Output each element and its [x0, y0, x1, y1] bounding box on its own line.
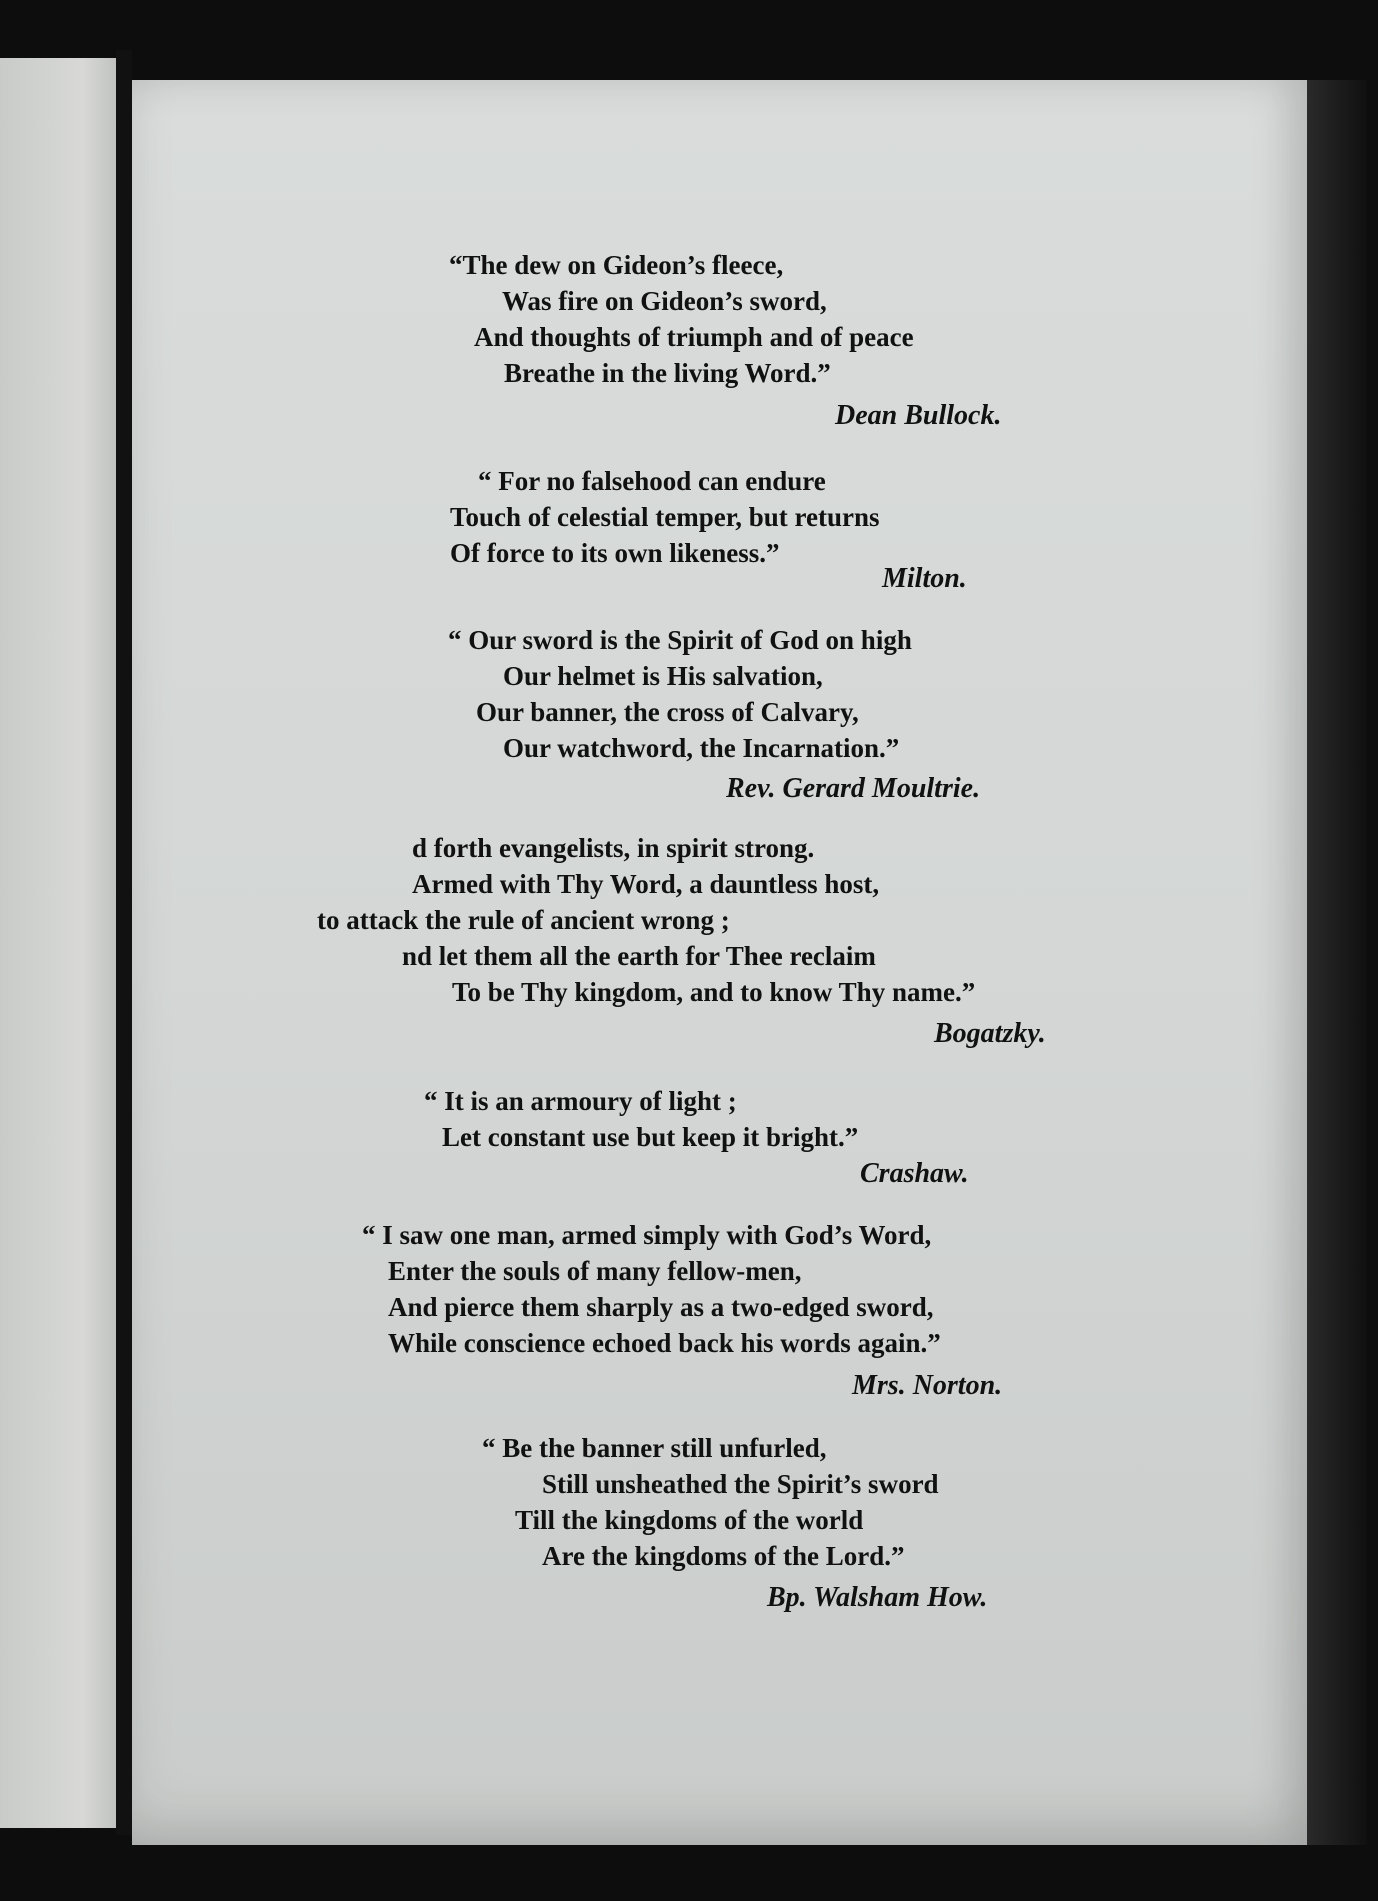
poem-line: nd let them all the earth for Thee reclaim	[402, 941, 876, 971]
poem-crashaw	[424, 1083, 858, 1155]
poem-dean-bullock	[449, 247, 914, 391]
attribution: Crashaw.	[860, 1158, 969, 1189]
poem-line: Are the kingdoms of the Lord.”	[542, 1541, 905, 1571]
attribution: Dean Bullock.	[835, 400, 1002, 431]
poem-moultrie	[448, 622, 912, 766]
poem-line: Breathe in the living Word.”	[504, 358, 831, 388]
attribution: Bp. Walsham How.	[767, 1582, 988, 1613]
left-page-edge	[0, 58, 118, 1828]
poem-line: And pierce them sharply as a two-edged sword,	[388, 1292, 934, 1322]
poem-walsham-how	[482, 1430, 939, 1574]
poem-line: Our watchword, the Incarnation.”	[503, 733, 900, 763]
poem-line: “ It is an armoury of light ;	[424, 1086, 737, 1116]
poem-line: “The dew on Gideon’s fleece,	[449, 250, 784, 280]
poem-milton	[450, 463, 879, 571]
poem-line: Enter the souls of many fellow-men,	[388, 1256, 802, 1286]
poem-line: To be Thy kingdom, and to know Thy name.”	[452, 977, 976, 1007]
poem-line: Our banner, the cross of Calvary,	[476, 697, 859, 727]
poem-norton	[362, 1217, 941, 1361]
poem-line: “ For no falsehood can endure	[478, 466, 826, 496]
poem-line: Of force to its own likeness.”	[450, 538, 780, 568]
poem-line: to attack the rule of ancient wrong ;	[317, 905, 730, 935]
poem-line: And thoughts of triumph and of peace	[474, 322, 914, 352]
attribution: Milton.	[882, 563, 967, 594]
poem-line: “ I saw one man, armed simply with God’s Word,	[362, 1220, 932, 1250]
poem-line: Our helmet is His salvation,	[503, 661, 823, 691]
poem-line: “ Our sword is the Spirit of God on high	[448, 625, 912, 655]
poem-line: Armed with Thy Word, a dauntless host,	[412, 869, 880, 899]
poem-line: Let constant use but keep it bright.”	[442, 1122, 859, 1152]
poem-line: Still unsheathed the Spirit’s sword	[542, 1469, 939, 1499]
poem-bogatzky	[317, 830, 976, 1010]
book-spine	[116, 50, 132, 1835]
right-page-edge	[1307, 80, 1367, 1845]
poem-line: “ Be the banner still unfurled,	[482, 1433, 827, 1463]
attribution: Mrs. Norton.	[852, 1370, 1003, 1401]
poem-line: Touch of celestial temper, but returns	[450, 502, 880, 532]
poem-line: Till the kingdoms of the world	[515, 1505, 864, 1535]
page	[132, 80, 1307, 1845]
poem-line: d forth evangelists, in spirit strong.	[412, 833, 815, 863]
poem-line: Was fire on Gideon’s sword,	[502, 286, 827, 316]
poem-line: While conscience echoed back his words again.”	[388, 1328, 941, 1358]
attribution: Rev. Gerard Moultrie.	[726, 773, 981, 804]
attribution: Bogatzky.	[934, 1018, 1046, 1049]
